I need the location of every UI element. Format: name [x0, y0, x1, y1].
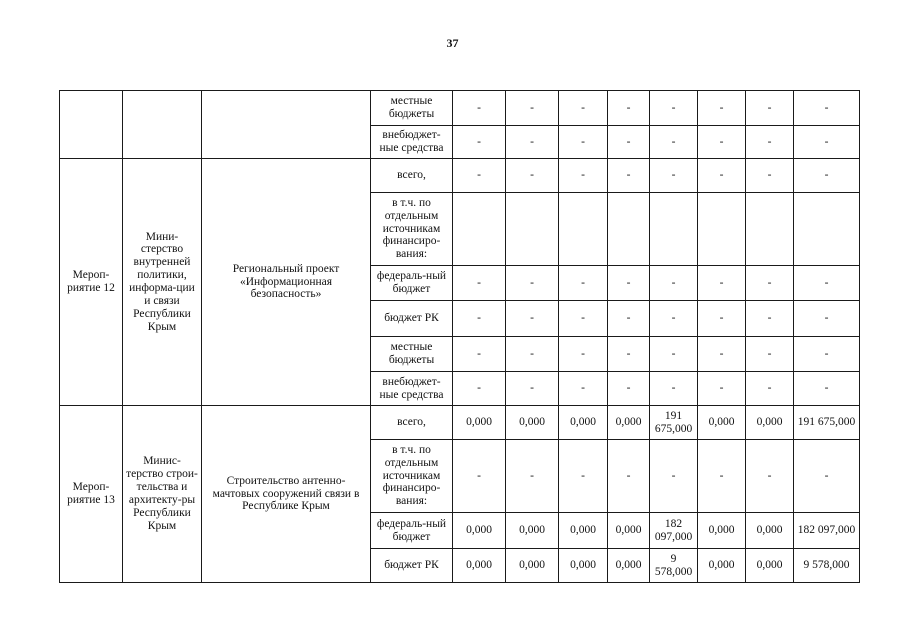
- source-label: всего,: [371, 406, 453, 440]
- value-cell: -: [794, 266, 860, 301]
- value-cell: -: [506, 337, 559, 372]
- value-cell: 0,000: [608, 406, 650, 440]
- source-label: внебюджет-ные средства: [371, 372, 453, 406]
- value-cell: -: [453, 91, 506, 126]
- source-label: местные бюджеты: [371, 91, 453, 126]
- value-cell: -: [608, 159, 650, 193]
- value-cell: [650, 193, 698, 266]
- value-cell: -: [650, 91, 698, 126]
- value-cell: -: [650, 301, 698, 337]
- prev-measure-label-cell: [60, 91, 123, 159]
- value-cell: -: [608, 91, 650, 126]
- value-cell: -: [698, 372, 746, 406]
- value-cell: -: [559, 91, 608, 126]
- value-cell: -: [746, 337, 794, 372]
- value-cell: [608, 193, 650, 266]
- value-cell: -: [746, 91, 794, 126]
- value-cell: -: [559, 372, 608, 406]
- value-cell: -: [608, 301, 650, 337]
- source-label: внебюджет-ные средства: [371, 126, 453, 159]
- value-cell: -: [650, 440, 698, 513]
- value-cell: -: [608, 372, 650, 406]
- value-cell: -: [559, 337, 608, 372]
- value-cell: -: [506, 91, 559, 126]
- value-cell: [794, 193, 860, 266]
- source-label: бюджет РК: [371, 301, 453, 337]
- prev-name-cell: [202, 91, 371, 159]
- value-cell: -: [559, 266, 608, 301]
- value-cell: -: [794, 126, 860, 159]
- value-cell: -: [453, 440, 506, 513]
- value-cell: [506, 193, 559, 266]
- value-cell: -: [453, 159, 506, 193]
- value-cell: 191 675,000: [794, 406, 860, 440]
- value-cell: -: [698, 301, 746, 337]
- value-cell: -: [698, 266, 746, 301]
- value-cell: 0,000: [506, 549, 559, 583]
- value-cell: 0,000: [698, 549, 746, 583]
- measure-13-executor: Минис-терство строи-тельства и архитекту-ры Республики Крым: [123, 406, 202, 583]
- value-cell: -: [608, 266, 650, 301]
- measure-13-name: Строительство антенно-мачтовых сооружений связи в Республике Крым: [202, 406, 371, 583]
- measure-12-name: Региональный проект «Информационная безопасность»: [202, 159, 371, 406]
- value-cell: -: [794, 159, 860, 193]
- value-cell: 0,000: [453, 406, 506, 440]
- measure-13-label: Мероп-риятие 13: [60, 406, 123, 583]
- value-cell: -: [608, 337, 650, 372]
- value-cell: 191 675,000: [650, 406, 698, 440]
- value-cell: 9 578,000: [650, 549, 698, 583]
- value-cell: -: [608, 440, 650, 513]
- value-cell: 9 578,000: [794, 549, 860, 583]
- value-cell: 0,000: [559, 549, 608, 583]
- value-cell: -: [650, 159, 698, 193]
- value-cell: -: [506, 266, 559, 301]
- value-cell: [746, 193, 794, 266]
- prev-executor-cell: [123, 91, 202, 159]
- table-row: [60, 159, 860, 193]
- budget-table: [59, 90, 860, 583]
- value-cell: -: [453, 126, 506, 159]
- value-cell: -: [506, 159, 559, 193]
- value-cell: -: [559, 440, 608, 513]
- value-cell: -: [698, 91, 746, 126]
- value-cell: -: [506, 126, 559, 159]
- value-cell: -: [650, 372, 698, 406]
- value-cell: -: [506, 440, 559, 513]
- value-cell: 0,000: [559, 513, 608, 549]
- value-cell: -: [794, 440, 860, 513]
- value-cell: 0,000: [506, 513, 559, 549]
- value-cell: -: [746, 440, 794, 513]
- source-label: федераль-ный бюджет: [371, 513, 453, 549]
- value-cell: -: [506, 301, 559, 337]
- measure-12-label: Мероп-риятие 12: [60, 159, 123, 406]
- value-cell: 0,000: [746, 406, 794, 440]
- source-label: федераль-ный бюджет: [371, 266, 453, 301]
- value-cell: -: [746, 126, 794, 159]
- value-cell: -: [453, 266, 506, 301]
- value-cell: -: [794, 337, 860, 372]
- value-cell: 0,000: [453, 549, 506, 583]
- value-cell: -: [698, 440, 746, 513]
- measure-12-executor: Мини-стерство внутренней политики, информа-ции и связи Республики Крым: [123, 159, 202, 406]
- value-cell: 0,000: [453, 513, 506, 549]
- value-cell: -: [453, 301, 506, 337]
- value-cell: -: [746, 159, 794, 193]
- value-cell: 0,000: [608, 549, 650, 583]
- value-cell: -: [794, 301, 860, 337]
- value-cell: -: [453, 372, 506, 406]
- value-cell: -: [559, 301, 608, 337]
- value-cell: [698, 193, 746, 266]
- value-cell: [559, 193, 608, 266]
- value-cell: -: [650, 266, 698, 301]
- value-cell: -: [698, 126, 746, 159]
- value-cell: -: [746, 266, 794, 301]
- value-cell: -: [794, 91, 860, 126]
- value-cell: 182 097,000: [794, 513, 860, 549]
- source-label: бюджет РК: [371, 549, 453, 583]
- source-label: в т.ч. по отдельным источникам финансиро-вания:: [371, 440, 453, 513]
- value-cell: [453, 193, 506, 266]
- value-cell: 0,000: [746, 549, 794, 583]
- value-cell: 0,000: [698, 406, 746, 440]
- value-cell: 182 097,000: [650, 513, 698, 549]
- source-label: местные бюджеты: [371, 337, 453, 372]
- source-label: в т.ч. по отдельным источникам финансиро-вания:: [371, 193, 453, 266]
- value-cell: -: [559, 126, 608, 159]
- page-number: 37: [446, 36, 459, 50]
- value-cell: -: [650, 126, 698, 159]
- table-row: [60, 91, 860, 126]
- value-cell: -: [746, 372, 794, 406]
- value-cell: -: [698, 337, 746, 372]
- value-cell: -: [453, 337, 506, 372]
- source-label: всего,: [371, 159, 453, 193]
- value-cell: 0,000: [746, 513, 794, 549]
- value-cell: 0,000: [559, 406, 608, 440]
- value-cell: 0,000: [608, 513, 650, 549]
- value-cell: -: [794, 372, 860, 406]
- value-cell: -: [506, 372, 559, 406]
- value-cell: -: [746, 301, 794, 337]
- value-cell: -: [559, 159, 608, 193]
- value-cell: -: [608, 126, 650, 159]
- value-cell: 0,000: [698, 513, 746, 549]
- value-cell: 0,000: [506, 406, 559, 440]
- table-row: [60, 406, 860, 440]
- value-cell: -: [650, 337, 698, 372]
- value-cell: -: [698, 159, 746, 193]
